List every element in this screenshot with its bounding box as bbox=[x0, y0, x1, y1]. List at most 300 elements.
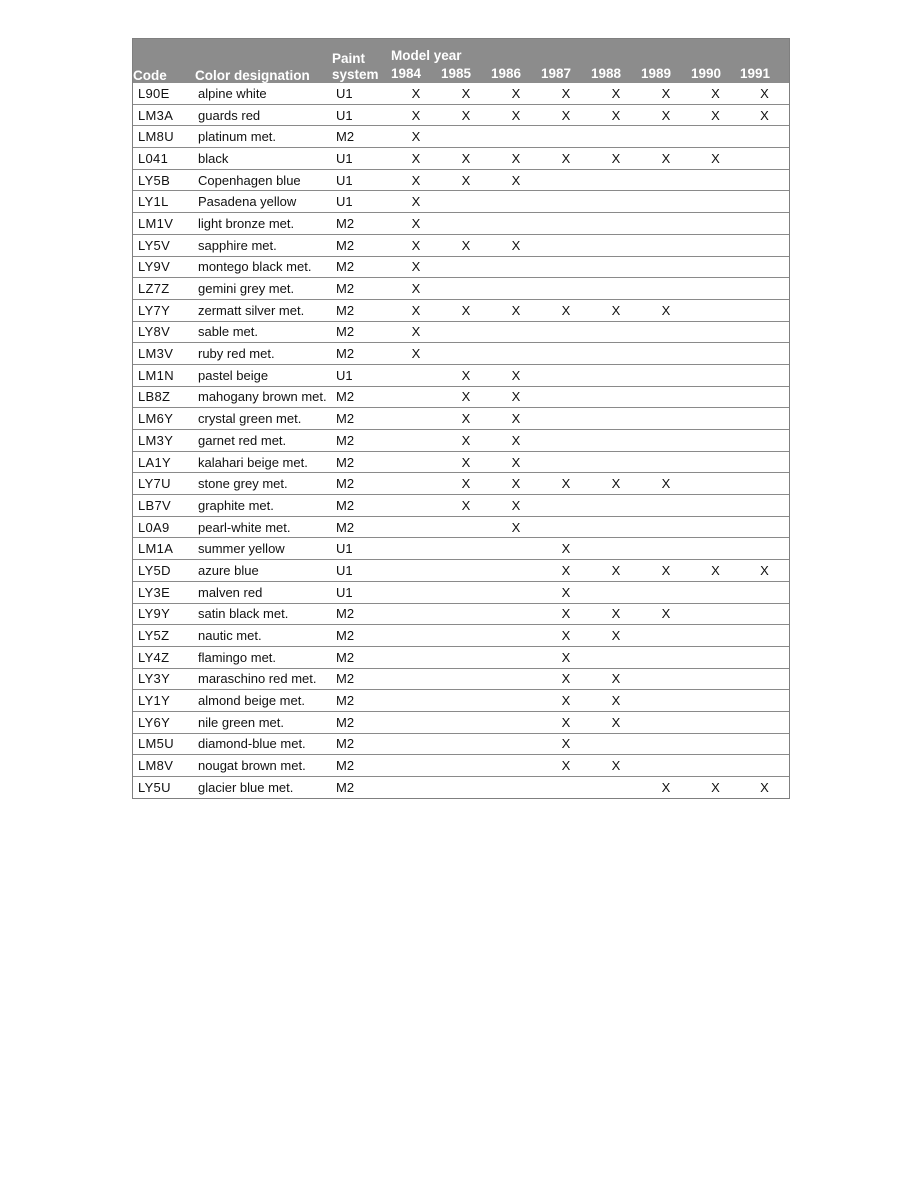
year-mark-cell-1985: X bbox=[441, 386, 491, 408]
table-row bbox=[133, 234, 789, 256]
year-mark-cell-1990 bbox=[691, 668, 740, 690]
year-mark-cell-1991: X bbox=[740, 560, 789, 582]
year-mark-cell-1989 bbox=[641, 278, 691, 300]
year-mark-cell-1987 bbox=[541, 364, 591, 386]
paint-system-cell: M2 bbox=[332, 343, 391, 365]
year-header-1989: 1989 bbox=[641, 63, 691, 83]
year-mark-cell-1984 bbox=[391, 473, 441, 495]
year-mark-cell-1988 bbox=[591, 256, 641, 278]
year-mark-cell-1991 bbox=[740, 386, 789, 408]
year-mark-cell-1986 bbox=[491, 755, 541, 777]
color-designation-cell: guards red bbox=[195, 104, 332, 126]
table-row bbox=[133, 148, 789, 170]
color-designation-cell: malven red bbox=[195, 581, 332, 603]
year-mark-cell-1990 bbox=[691, 538, 740, 560]
year-mark-cell-1991: X bbox=[760, 85, 769, 101]
year-mark-cell-1984 bbox=[391, 625, 441, 647]
year-mark-cell-1988 bbox=[591, 321, 641, 343]
code-cell: LM1N bbox=[133, 364, 195, 386]
table-row bbox=[133, 755, 789, 777]
year-mark-cell-1987: X bbox=[541, 104, 591, 126]
year-mark-cell-1990: X bbox=[691, 777, 740, 798]
year-mark-cell-1986: X bbox=[511, 85, 521, 101]
year-mark-cell-1986 bbox=[491, 668, 541, 690]
year-mark-cell-1988: X bbox=[591, 755, 641, 777]
code-cell: LY8V bbox=[133, 321, 195, 343]
year-mark-cell-1988: X bbox=[591, 603, 641, 625]
color-designation-cell: black bbox=[195, 148, 332, 170]
year-mark-cell-1986 bbox=[491, 126, 541, 148]
code-cell: LM8V bbox=[133, 755, 195, 777]
year-mark-cell-1991 bbox=[740, 299, 789, 321]
year-mark-cell-1990 bbox=[691, 430, 740, 452]
year-header-1987: 1987 bbox=[541, 63, 591, 83]
year-mark-cell-1988 bbox=[591, 408, 641, 430]
year-mark-cell-1987: X bbox=[541, 690, 591, 712]
year-mark-cell-1990 bbox=[691, 213, 740, 235]
table-row bbox=[133, 516, 789, 538]
year-mark-cell-1984: X bbox=[391, 169, 441, 191]
year-mark-cell-1991 bbox=[740, 625, 789, 647]
year-mark-cell-1984 bbox=[391, 386, 441, 408]
year-mark-cell-1988 bbox=[591, 646, 641, 668]
year-mark-cell-1987 bbox=[541, 451, 591, 473]
table-row bbox=[133, 343, 789, 365]
year-mark-cell-1989 bbox=[641, 581, 691, 603]
code-cell: LB8Z bbox=[133, 386, 195, 408]
year-mark-cell-1990 bbox=[691, 733, 740, 755]
year-mark-cell-1988 bbox=[591, 386, 641, 408]
table-row bbox=[133, 213, 789, 235]
year-mark-cell-1991 bbox=[740, 256, 789, 278]
year-mark-cell-1984: X bbox=[391, 299, 441, 321]
year-mark-cell-1985 bbox=[441, 321, 491, 343]
year-mark-cell-1987 bbox=[541, 495, 591, 517]
code-cell: LM3V bbox=[133, 343, 195, 365]
year-mark-cell-1988 bbox=[591, 451, 641, 473]
paint-system-cell: M2 bbox=[332, 386, 391, 408]
paint-system-cell: M2 bbox=[332, 213, 391, 235]
year-mark-cell-1985 bbox=[441, 256, 491, 278]
table-header bbox=[133, 39, 789, 83]
code-cell: LM3A bbox=[133, 104, 195, 126]
year-mark-cell-1991 bbox=[740, 668, 789, 690]
year-mark-cell-1989 bbox=[641, 191, 691, 213]
year-mark-cell-1989: X bbox=[641, 777, 691, 798]
year-mark-cell-1984 bbox=[391, 408, 441, 430]
year-mark-cell-1990 bbox=[691, 625, 740, 647]
year-mark-cell-1987: X bbox=[541, 755, 591, 777]
year-mark-cell-1986 bbox=[491, 278, 541, 300]
year-mark-cell-1989: X bbox=[641, 104, 691, 126]
year-mark-cell-1985 bbox=[441, 560, 491, 582]
color-designation-cell: graphite met. bbox=[195, 495, 332, 517]
year-mark-cell-1985 bbox=[441, 755, 491, 777]
year-mark-cell-1984 bbox=[391, 733, 441, 755]
year-mark-cell-1986 bbox=[491, 343, 541, 365]
color-designation-cell: nougat brown met. bbox=[195, 755, 332, 777]
year-mark-cell-1986: X bbox=[491, 104, 541, 126]
year-mark-cell-1985: X bbox=[441, 451, 491, 473]
year-mark-cell-1990 bbox=[691, 126, 740, 148]
year-mark-cell-1989 bbox=[641, 625, 691, 647]
code-cell: LY4Z bbox=[133, 646, 195, 668]
color-designation-cell: Copenhagen blue bbox=[195, 169, 332, 191]
table-row bbox=[133, 191, 789, 213]
table-row bbox=[133, 495, 789, 517]
year-mark-cell-1987 bbox=[541, 169, 591, 191]
table-row bbox=[133, 560, 789, 582]
paint-system-cell: M2 bbox=[332, 408, 391, 430]
year-mark-cell-1989: X bbox=[641, 473, 691, 495]
paint-system-cell: M2 bbox=[332, 430, 391, 452]
year-mark-cell-1984 bbox=[391, 755, 441, 777]
year-mark-cell-1985: X bbox=[461, 85, 471, 101]
year-mark-cell-1986: X bbox=[491, 516, 541, 538]
year-mark-cell-1986 bbox=[491, 256, 541, 278]
code-cell: L0A9 bbox=[133, 516, 195, 538]
year-mark-cell-1985: X bbox=[441, 408, 491, 430]
code-cell: LM5U bbox=[133, 733, 195, 755]
year-mark-cell-1986: X bbox=[491, 148, 541, 170]
year-mark-cell-1984: X bbox=[391, 126, 441, 148]
year-mark-cell-1986 bbox=[491, 690, 541, 712]
year-mark-cell-1987 bbox=[541, 777, 591, 798]
year-mark-cell-1988 bbox=[591, 516, 641, 538]
year-mark-cell-1984: X bbox=[391, 256, 441, 278]
year-mark-cell-1988 bbox=[591, 538, 641, 560]
year-mark-cell-1991 bbox=[740, 234, 789, 256]
paint-system-cell: M2 bbox=[332, 126, 391, 148]
year-mark-cell-1988 bbox=[591, 126, 641, 148]
year-mark-cell-1988: X bbox=[591, 625, 641, 647]
year-mark-cell-1990 bbox=[691, 495, 740, 517]
color-designation-cell: mahogany brown met. bbox=[195, 386, 332, 408]
year-mark-cell-1989 bbox=[641, 169, 691, 191]
year-mark-cell-1989 bbox=[641, 451, 691, 473]
year-mark-cell-1989: X bbox=[641, 603, 691, 625]
color-designation-cell: gemini grey met. bbox=[195, 278, 332, 300]
table-row bbox=[133, 83, 789, 104]
year-mark-cell-1984: X bbox=[391, 148, 441, 170]
year-mark-cell-1985 bbox=[441, 733, 491, 755]
year-mark-cell-1989 bbox=[641, 126, 691, 148]
year-mark-cell-1990 bbox=[691, 299, 740, 321]
year-mark-cell-1985 bbox=[441, 191, 491, 213]
year-mark-cell-1984 bbox=[391, 430, 441, 452]
year-mark-cell-1985 bbox=[441, 603, 491, 625]
year-mark-cell-1991 bbox=[740, 278, 789, 300]
year-mark-cell-1989 bbox=[641, 213, 691, 235]
table-row bbox=[133, 668, 789, 690]
year-mark-cell-1986 bbox=[491, 191, 541, 213]
year-mark-cell-1985: X bbox=[441, 169, 491, 191]
paint-system-cell: M2 bbox=[332, 603, 391, 625]
year-mark-cell-1988: X bbox=[611, 85, 621, 101]
year-mark-cell-1991 bbox=[740, 603, 789, 625]
year-mark-cell-1986 bbox=[491, 213, 541, 235]
year-mark-cell-1988 bbox=[591, 278, 641, 300]
year-mark-cell-1990 bbox=[691, 256, 740, 278]
code-cell: LM1A bbox=[133, 538, 195, 560]
year-mark-cell-1985: X bbox=[441, 234, 491, 256]
year-header-1984: 1984 bbox=[391, 63, 441, 83]
year-mark-cell-1988 bbox=[591, 364, 641, 386]
year-mark-cell-1988: X bbox=[591, 473, 641, 495]
year-mark-cell-1991 bbox=[740, 581, 789, 603]
year-mark-cell-1987: X bbox=[541, 473, 591, 495]
paint-system-cell: M2 bbox=[332, 299, 391, 321]
year-mark-cell-1990 bbox=[691, 234, 740, 256]
year-mark-cell-1985 bbox=[441, 538, 491, 560]
color-designation-cell: summer yellow bbox=[195, 538, 332, 560]
year-mark-cell-1986: X bbox=[491, 495, 541, 517]
paint-system-column-header bbox=[332, 39, 391, 83]
year-mark-cell-1990 bbox=[691, 711, 740, 733]
year-mark-cell-1989 bbox=[641, 364, 691, 386]
code-cell: LY5V bbox=[133, 234, 195, 256]
year-mark-cell-1991 bbox=[740, 646, 789, 668]
year-mark-cell-1991 bbox=[740, 148, 789, 170]
code-cell: LY1Y bbox=[133, 690, 195, 712]
table-row bbox=[133, 690, 789, 712]
year-mark-cell-1991 bbox=[740, 213, 789, 235]
year-mark-cell-1989 bbox=[641, 256, 691, 278]
year-mark-cell-1987: X bbox=[541, 148, 591, 170]
code-cell: LZ7Z bbox=[133, 278, 195, 300]
year-mark-cell-1987 bbox=[541, 256, 591, 278]
table-row bbox=[133, 364, 789, 386]
year-mark-cell-1985 bbox=[441, 711, 491, 733]
paint-system-cell: M2 bbox=[332, 755, 391, 777]
year-mark-cell-1990 bbox=[691, 451, 740, 473]
year-mark-cell-1987 bbox=[541, 191, 591, 213]
year-mark-cell-1984 bbox=[391, 581, 441, 603]
color-designation-cell: stone grey met. bbox=[195, 473, 332, 495]
year-mark-cell-1987: X bbox=[541, 538, 591, 560]
code-cell: LM6Y bbox=[133, 408, 195, 430]
year-mark-cell-1984: X bbox=[391, 278, 441, 300]
year-mark-cell-1990 bbox=[691, 646, 740, 668]
table-row bbox=[133, 473, 789, 495]
year-mark-cell-1988: X bbox=[591, 560, 641, 582]
year-mark-cell-1985 bbox=[441, 646, 491, 668]
paint-system-cell: U1 bbox=[336, 85, 353, 101]
year-mark-cell-1991: X bbox=[740, 104, 789, 126]
code-cell: LY5B bbox=[133, 169, 195, 191]
year-mark-cell-1988: X bbox=[591, 299, 641, 321]
year-mark-cell-1986 bbox=[491, 646, 541, 668]
year-mark-cell-1990 bbox=[691, 364, 740, 386]
color-designation-cell: sapphire met. bbox=[195, 234, 332, 256]
color-designation-cell: ruby red met. bbox=[195, 343, 332, 365]
year-mark-cell-1987 bbox=[541, 343, 591, 365]
color-designation-cell: nautic met. bbox=[195, 625, 332, 647]
paint-system-cell: U1 bbox=[332, 148, 391, 170]
year-mark-cell-1987 bbox=[541, 213, 591, 235]
year-mark-cell-1989 bbox=[641, 386, 691, 408]
color-designation-cell: pearl-white met. bbox=[195, 516, 332, 538]
paint-system-cell: M2 bbox=[332, 256, 391, 278]
year-mark-cell-1987: X bbox=[541, 668, 591, 690]
year-mark-cell-1985 bbox=[441, 690, 491, 712]
color-designation-cell: pastel beige bbox=[195, 364, 332, 386]
table-row bbox=[133, 538, 789, 560]
year-mark-cell-1984: X bbox=[391, 213, 441, 235]
year-mark-cell-1991: X bbox=[740, 777, 789, 798]
color-designation-cell: kalahari beige met. bbox=[195, 451, 332, 473]
year-mark-cell-1990 bbox=[691, 191, 740, 213]
year-mark-cell-1991 bbox=[740, 321, 789, 343]
paint-system-cell: U1 bbox=[332, 560, 391, 582]
year-mark-cell-1988 bbox=[591, 213, 641, 235]
paint-system-cell: M2 bbox=[332, 690, 391, 712]
year-mark-cell-1991 bbox=[740, 408, 789, 430]
year-mark-cell-1988 bbox=[591, 733, 641, 755]
code-cell: LY6Y bbox=[133, 711, 195, 733]
year-mark-cell-1990 bbox=[691, 408, 740, 430]
year-mark-cell-1988: X bbox=[591, 690, 641, 712]
year-mark-cell-1987 bbox=[541, 126, 591, 148]
year-mark-cell-1988 bbox=[591, 343, 641, 365]
paint-system-cell: U1 bbox=[332, 191, 391, 213]
code-cell: LY9Y bbox=[133, 603, 195, 625]
year-mark-cell-1984 bbox=[391, 668, 441, 690]
year-mark-cell-1989: X bbox=[661, 85, 671, 101]
year-mark-cell-1984 bbox=[391, 451, 441, 473]
code-cell: LY5D bbox=[133, 560, 195, 582]
year-mark-cell-1986: X bbox=[491, 234, 541, 256]
year-mark-cell-1985: X bbox=[441, 473, 491, 495]
paint-system-cell: M2 bbox=[332, 278, 391, 300]
color-designation-cell: zermatt silver met. bbox=[195, 299, 332, 321]
year-mark-cell-1986 bbox=[491, 321, 541, 343]
year-mark-cell-1984: X bbox=[391, 343, 441, 365]
paint-system-cell: M2 bbox=[332, 516, 391, 538]
year-mark-cell-1991 bbox=[740, 690, 789, 712]
year-mark-cell-1986 bbox=[491, 711, 541, 733]
year-mark-cell-1984: X bbox=[391, 104, 441, 126]
table-row bbox=[133, 386, 789, 408]
year-mark-cell-1988: X bbox=[591, 668, 641, 690]
year-mark-cell-1986: X bbox=[491, 364, 541, 386]
year-mark-cell-1984 bbox=[391, 690, 441, 712]
year-mark-cell-1990 bbox=[691, 169, 740, 191]
year-mark-cell-1988 bbox=[591, 495, 641, 517]
table-row bbox=[133, 646, 789, 668]
year-mark-cell-1984 bbox=[391, 711, 441, 733]
year-header-1988: 1988 bbox=[591, 63, 641, 83]
color-designation-cell: montego black met. bbox=[195, 256, 332, 278]
year-mark-cell-1989: X bbox=[641, 299, 691, 321]
year-mark-cell-1989 bbox=[641, 711, 691, 733]
year-mark-cell-1990 bbox=[691, 343, 740, 365]
year-mark-cell-1990 bbox=[691, 386, 740, 408]
year-mark-cell-1991 bbox=[740, 364, 789, 386]
code-cell: LA1Y bbox=[133, 451, 195, 473]
year-mark-cell-1985 bbox=[441, 213, 491, 235]
year-mark-cell-1986 bbox=[491, 733, 541, 755]
year-mark-cell-1989 bbox=[641, 516, 691, 538]
paint-system-cell: M2 bbox=[332, 733, 391, 755]
color-code-table-container bbox=[132, 38, 790, 799]
year-mark-cell-1991 bbox=[740, 495, 789, 517]
paint-header-line2: system bbox=[332, 67, 379, 82]
paint-system-cell: M2 bbox=[332, 711, 391, 733]
year-mark-cell-1990: X bbox=[691, 104, 740, 126]
year-mark-cell-1985: X bbox=[441, 299, 491, 321]
year-mark-cell-1985 bbox=[441, 625, 491, 647]
year-mark-cell-1987 bbox=[541, 321, 591, 343]
year-mark-cell-1987: X bbox=[541, 711, 591, 733]
color-designation-cell: azure blue bbox=[195, 560, 332, 582]
table-row bbox=[133, 321, 789, 343]
year-mark-cell-1989 bbox=[641, 755, 691, 777]
code-column-header: Code bbox=[133, 39, 195, 83]
year-mark-cell-1986: X bbox=[491, 430, 541, 452]
color-designation-cell: diamond-blue met. bbox=[195, 733, 332, 755]
color-designation-cell: light bronze met. bbox=[195, 213, 332, 235]
year-mark-cell-1987: X bbox=[541, 299, 591, 321]
year-header-1986: 1986 bbox=[491, 63, 541, 83]
year-mark-cell-1990: X bbox=[691, 148, 740, 170]
year-mark-cell-1990: X bbox=[691, 560, 740, 582]
code-cell: LM3Y bbox=[133, 430, 195, 452]
year-mark-cell-1990 bbox=[691, 581, 740, 603]
paint-system-cell: M2 bbox=[332, 646, 391, 668]
year-mark-cell-1988: X bbox=[591, 711, 641, 733]
year-mark-cell-1985: X bbox=[441, 430, 491, 452]
table-row bbox=[133, 126, 789, 148]
paint-system-cell: U1 bbox=[332, 169, 391, 191]
year-mark-cell-1991 bbox=[740, 711, 789, 733]
year-mark-cell-1985 bbox=[441, 777, 491, 798]
paint-system-cell: M2 bbox=[332, 473, 391, 495]
year-mark-cell-1988 bbox=[591, 234, 641, 256]
year-mark-cell-1984 bbox=[391, 560, 441, 582]
color-designation-cell: platinum met. bbox=[195, 126, 332, 148]
year-mark-cell-1989: X bbox=[641, 560, 691, 582]
year-mark-cell-1989 bbox=[641, 321, 691, 343]
year-mark-cell-1989 bbox=[641, 408, 691, 430]
year-mark-cell-1990 bbox=[691, 755, 740, 777]
code-cell: LY3E bbox=[133, 581, 195, 603]
year-mark-cell-1984: X bbox=[411, 85, 421, 101]
code-cell: L041 bbox=[133, 148, 195, 170]
code-cell: LY1L bbox=[133, 191, 195, 213]
year-mark-cell-1988 bbox=[591, 430, 641, 452]
year-mark-cell-1987 bbox=[541, 234, 591, 256]
year-mark-cell-1989 bbox=[641, 234, 691, 256]
color-designation-cell: glacier blue met. bbox=[195, 777, 332, 798]
color-designation-cell: almond beige met. bbox=[195, 690, 332, 712]
year-header-1991: 1991 bbox=[740, 63, 789, 83]
paint-system-cell: U1 bbox=[332, 581, 391, 603]
year-mark-cell-1989 bbox=[641, 690, 691, 712]
color-designation-cell: flamingo met. bbox=[195, 646, 332, 668]
code-cell: L90E bbox=[138, 85, 170, 101]
year-header-1985: 1985 bbox=[441, 63, 491, 83]
year-mark-cell-1986 bbox=[491, 625, 541, 647]
year-mark-cell-1985 bbox=[441, 278, 491, 300]
year-mark-cell-1988 bbox=[591, 169, 641, 191]
color-designation-cell: sable met. bbox=[195, 321, 332, 343]
year-mark-cell-1990 bbox=[691, 473, 740, 495]
year-mark-cell-1985 bbox=[441, 126, 491, 148]
year-mark-cell-1984 bbox=[391, 603, 441, 625]
year-mark-cell-1991 bbox=[740, 755, 789, 777]
year-mark-cell-1984 bbox=[391, 516, 441, 538]
